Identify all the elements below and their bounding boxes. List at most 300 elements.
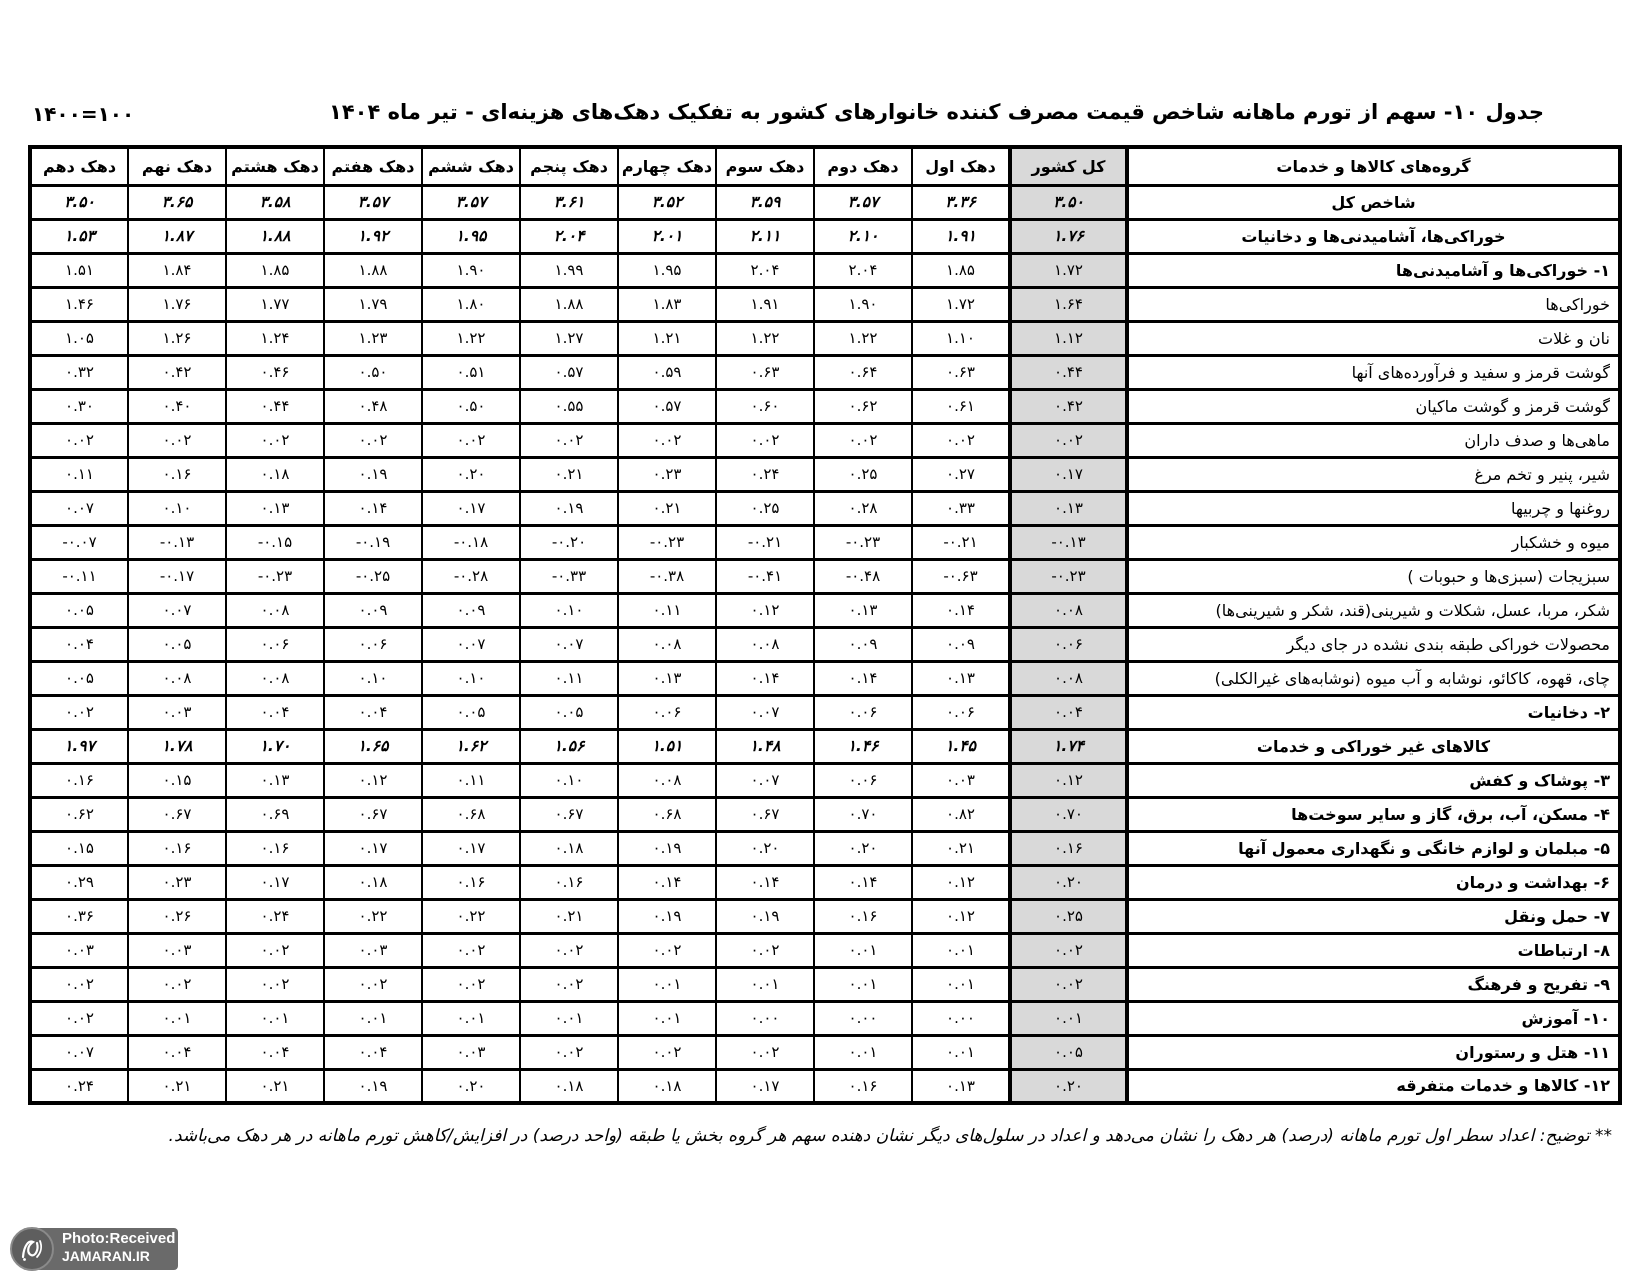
value-cell: ۰.۲۵ (716, 491, 814, 525)
table-row (30, 219, 1620, 253)
value-cell: ۱.۱۰ (912, 321, 1010, 355)
value-cell: ۰.۱۹ (618, 831, 716, 865)
value-cell: ۱.۹۱ (716, 287, 814, 321)
value-cell: ۰.۶۸ (618, 797, 716, 831)
value-cell: ۰.۰۲ (324, 967, 422, 1001)
value-cell: -۰.۱۹ (324, 525, 422, 559)
value-cell: ۰.۱۰ (520, 593, 618, 627)
value-cell: ۰.۰۲ (226, 423, 324, 457)
value-cell: ۰.۰۶ (226, 627, 324, 661)
value-cell: ۰.۰۴ (226, 1035, 324, 1069)
value-cell-country-total: ۳.۵۰ (1010, 185, 1127, 219)
value-cell: ۱.۹۹ (520, 253, 618, 287)
value-cell: ۰.۲۱ (618, 491, 716, 525)
col-header-decile-10: دهک دهم (30, 147, 128, 185)
table-row (30, 525, 1620, 559)
value-cell: ۰.۰۷ (128, 593, 226, 627)
value-cell: ۱.۸۴ (128, 253, 226, 287)
value-cell: ۰.۰۲ (618, 423, 716, 457)
value-cell: ۰.۶۷ (128, 797, 226, 831)
value-cell: -۰.۲۸ (422, 559, 520, 593)
category-cell: ۱۲- کالاها و خدمات متفرقه (1127, 1069, 1620, 1103)
value-cell: ۰.۰۶ (814, 695, 912, 729)
value-cell: ۱.۶۵ (324, 729, 422, 763)
value-cell: -۰.۳۸ (618, 559, 716, 593)
category-cell: شکر، مربا، عسل، شکلات و شیرینی(قند، شکر و شیرینی‌ها) (1127, 593, 1620, 627)
value-cell-country-total: ۰.۱۷ (1010, 457, 1127, 491)
value-cell: ۰.۱۸ (520, 1069, 618, 1103)
col-header-decile-8: دهک هشتم (226, 147, 324, 185)
col-header-country-total: کل کشور (1010, 147, 1127, 185)
value-cell: ۰.۱۲ (324, 763, 422, 797)
value-cell: ۲.۰۱ (618, 219, 716, 253)
value-cell: -۰.۲۳ (618, 525, 716, 559)
value-cell: ۲.۱۰ (814, 219, 912, 253)
col-header-decile-6: دهک ششم (422, 147, 520, 185)
value-cell: ۰.۰۷ (716, 695, 814, 729)
value-cell: ۰.۵۷ (520, 355, 618, 389)
value-cell: ۰.۲۳ (618, 457, 716, 491)
value-cell: ۳.۵۹ (716, 185, 814, 219)
value-cell: ۰.۰۱ (716, 967, 814, 1001)
value-cell: ۰.۰۱ (618, 967, 716, 1001)
value-cell-country-total: ۰.۱۳ (1010, 491, 1127, 525)
table-row (30, 321, 1620, 355)
value-cell: ۰.۲۰ (422, 1069, 520, 1103)
value-cell-country-total: ۰.۰۱ (1010, 1001, 1127, 1035)
value-cell: ۰.۰۰ (814, 1001, 912, 1035)
watermark-line2: JAMARAN.IR (62, 1248, 150, 1264)
value-cell: ۰.۶۸ (422, 797, 520, 831)
value-cell: ۳.۵۰ (30, 185, 128, 219)
category-cell: ماهی‌ها و صدف داران (1127, 423, 1620, 457)
table-header (30, 147, 1620, 185)
value-cell: ۰.۰۵ (422, 695, 520, 729)
col-header-decile-5: دهک پنجم (520, 147, 618, 185)
value-cell: -۰.۲۰ (520, 525, 618, 559)
value-cell: ۰.۲۶ (128, 899, 226, 933)
value-cell: ۱.۷۲ (912, 287, 1010, 321)
value-cell: ۱.۲۲ (422, 321, 520, 355)
value-cell: ۰.۰۲ (520, 967, 618, 1001)
value-cell: ۰.۱۷ (422, 491, 520, 525)
value-cell: ۰.۰۲ (814, 423, 912, 457)
value-cell: ۰.۰۱ (226, 1001, 324, 1035)
value-cell: ۰.۶۷ (716, 797, 814, 831)
value-cell-country-total: ۱.۷۲ (1010, 253, 1127, 287)
value-cell: ۰.۲۲ (324, 899, 422, 933)
value-cell: ۱.۸۷ (128, 219, 226, 253)
cpi-decile-table (28, 145, 1622, 1105)
value-cell: ۰.۰۱ (128, 1001, 226, 1035)
value-cell: ۰.۲۴ (30, 1069, 128, 1103)
value-cell: ۰.۰۲ (716, 423, 814, 457)
value-cell: ۰.۰۱ (814, 933, 912, 967)
value-cell: ۰.۰۲ (30, 423, 128, 457)
value-cell: ۰.۰۲ (520, 423, 618, 457)
value-cell: ۱.۲۶ (128, 321, 226, 355)
value-cell: ۰.۴۴ (226, 389, 324, 423)
category-cell: ۱۰- آموزش (1127, 1001, 1620, 1035)
value-cell: ۱.۸۳ (618, 287, 716, 321)
value-cell: ۰.۳۳ (912, 491, 1010, 525)
value-cell: ۰.۶۱ (912, 389, 1010, 423)
value-cell-country-total: ۰.۰۸ (1010, 661, 1127, 695)
value-cell: ۱.۲۱ (618, 321, 716, 355)
category-cell: ۱۱- هتل و رستوران (1127, 1035, 1620, 1069)
value-cell-country-total: -۰.۱۳ (1010, 525, 1127, 559)
value-cell-country-total: ۰.۰۶ (1010, 627, 1127, 661)
value-cell: ۱.۹۷ (30, 729, 128, 763)
value-cell: ۰.۰۳ (30, 933, 128, 967)
value-cell: -۰.۲۳ (226, 559, 324, 593)
category-cell: کالاهای غیر خوراکی و خدمات (1127, 729, 1620, 763)
category-cell: ۵- مبلمان و لوازم خانگی و نگهداری معمول آنها (1127, 831, 1620, 865)
value-cell: ۰.۱۶ (128, 457, 226, 491)
value-cell: ۰.۶۴ (814, 355, 912, 389)
value-cell: ۱.۴۶ (814, 729, 912, 763)
value-cell: ۰.۰۱ (422, 1001, 520, 1035)
category-cell: ۳- پوشاک و کفش (1127, 763, 1620, 797)
value-cell: ۰.۱۷ (716, 1069, 814, 1103)
jamaran-logo-icon (10, 1227, 54, 1271)
value-cell: ۰.۱۱ (618, 593, 716, 627)
value-cell: ۰.۰۸ (128, 661, 226, 695)
category-cell: خوراکی‌ها (1127, 287, 1620, 321)
value-cell: ۰.۲۴ (226, 899, 324, 933)
value-cell: ۰.۵۷ (618, 389, 716, 423)
col-header-groups: گروه‌های کالاها و خدمات (1127, 147, 1620, 185)
value-cell: ۰.۰۲ (716, 1035, 814, 1069)
value-cell: ۰.۰۳ (912, 763, 1010, 797)
value-cell: ۰.۰۲ (912, 423, 1010, 457)
value-cell: ۰.۱۹ (324, 1069, 422, 1103)
value-cell: ۰.۰۲ (422, 423, 520, 457)
value-cell: ۰.۱۲ (912, 899, 1010, 933)
category-cell: گوشت قرمز و گوشت ماکیان (1127, 389, 1620, 423)
col-header-decile-2: دهک دوم (814, 147, 912, 185)
col-header-decile-7: دهک هفتم (324, 147, 422, 185)
table-row (30, 457, 1620, 491)
value-cell: ۰.۶۷ (324, 797, 422, 831)
table-row (30, 763, 1620, 797)
value-cell: ۰.۱۹ (618, 899, 716, 933)
value-cell: ۰.۱۸ (324, 865, 422, 899)
value-cell: ۰.۵۰ (422, 389, 520, 423)
value-cell: ۰.۱۶ (422, 865, 520, 899)
value-cell: ۰.۰۲ (716, 933, 814, 967)
value-cell: ۰.۰۳ (128, 695, 226, 729)
value-cell: ۱.۸۵ (912, 253, 1010, 287)
value-cell: ۳.۶۱ (520, 185, 618, 219)
table-row (30, 729, 1620, 763)
value-cell: ۱.۸۵ (226, 253, 324, 287)
value-cell: ۰.۱۹ (324, 457, 422, 491)
value-cell: ۱.۷۹ (324, 287, 422, 321)
value-cell: ۱.۹۰ (814, 287, 912, 321)
category-cell: ۲- دخانیات (1127, 695, 1620, 729)
value-cell: ۰.۰۵ (128, 627, 226, 661)
col-header-decile-9: دهک نهم (128, 147, 226, 185)
value-cell-country-total: ۰.۷۰ (1010, 797, 1127, 831)
value-cell: ۱.۸۸ (324, 253, 422, 287)
value-cell: ۲.۰۴ (814, 253, 912, 287)
value-cell: ۱.۲۳ (324, 321, 422, 355)
value-cell: ۰.۲۰ (814, 831, 912, 865)
value-cell: ۰.۰۲ (520, 1035, 618, 1069)
table-row (30, 1069, 1620, 1103)
value-cell: ۰.۲۰ (422, 457, 520, 491)
value-cell-country-total: -۰.۲۳ (1010, 559, 1127, 593)
table-row (30, 627, 1620, 661)
value-cell: ۰.۰۶ (618, 695, 716, 729)
value-cell-country-total: ۰.۱۲ (1010, 763, 1127, 797)
value-cell: ۰.۱۳ (226, 763, 324, 797)
value-cell: ۱.۹۵ (618, 253, 716, 287)
value-cell-country-total: ۰.۲۵ (1010, 899, 1127, 933)
value-cell: ۰.۱۹ (716, 899, 814, 933)
value-cell: ۰.۰۱ (912, 1035, 1010, 1069)
value-cell-country-total: ۰.۰۴ (1010, 695, 1127, 729)
value-cell-country-total: ۱.۷۴ (1010, 729, 1127, 763)
value-cell: ۱.۵۱ (618, 729, 716, 763)
value-cell: -۰.۲۱ (912, 525, 1010, 559)
value-cell: ۰.۰۳ (422, 1035, 520, 1069)
category-cell: ۸- ارتباطات (1127, 933, 1620, 967)
category-cell: ۷- حمل ونقل (1127, 899, 1620, 933)
value-cell: ۰.۵۹ (618, 355, 716, 389)
value-cell: ۰.۰۱ (814, 1035, 912, 1069)
value-cell: ۰.۱۴ (814, 661, 912, 695)
value-cell: ۰.۱۸ (226, 457, 324, 491)
category-cell: ۴- مسکن، آب، برق، گاز و سایر سوخت‌ها (1127, 797, 1620, 831)
table-row (30, 797, 1620, 831)
value-cell: ۰.۰۳ (324, 933, 422, 967)
value-cell: ۰.۱۵ (30, 831, 128, 865)
table-row (30, 1035, 1620, 1069)
value-cell: ۰.۱۰ (324, 661, 422, 695)
value-cell-country-total: ۰.۰۲ (1010, 423, 1127, 457)
value-cell: ۰.۶۰ (716, 389, 814, 423)
value-cell: ۱.۵۶ (520, 729, 618, 763)
value-cell: ۰.۱۲ (716, 593, 814, 627)
value-cell: ۰.۰۴ (324, 695, 422, 729)
value-cell: ۰.۰۲ (128, 423, 226, 457)
value-cell: ۱.۲۲ (716, 321, 814, 355)
value-cell: ۰.۱۲ (912, 865, 1010, 899)
value-cell: ۰.۲۱ (520, 457, 618, 491)
value-cell: ۰.۱۰ (520, 763, 618, 797)
value-cell: ۰.۰۲ (30, 967, 128, 1001)
value-cell: ۱.۹۰ (422, 253, 520, 287)
value-cell: ۰.۰۷ (30, 1035, 128, 1069)
value-cell: ۰.۱۶ (520, 865, 618, 899)
value-cell: -۰.۱۵ (226, 525, 324, 559)
header-row (30, 147, 1620, 185)
value-cell: ۱.۷۷ (226, 287, 324, 321)
value-cell-country-total: ۰.۰۲ (1010, 933, 1127, 967)
value-cell: ۰.۰۹ (814, 627, 912, 661)
value-cell: ۰.۱۴ (618, 865, 716, 899)
value-cell: -۰.۴۱ (716, 559, 814, 593)
table-row (30, 593, 1620, 627)
table-row (30, 253, 1620, 287)
table-row (30, 661, 1620, 695)
value-cell: ۰.۱۴ (814, 865, 912, 899)
value-cell: ۰.۰۲ (30, 695, 128, 729)
value-cell: ۰.۰۴ (30, 627, 128, 661)
value-cell: ۱.۲۲ (814, 321, 912, 355)
value-cell: ۰.۰۹ (324, 593, 422, 627)
table-row (30, 389, 1620, 423)
value-cell-country-total: ۰.۰۵ (1010, 1035, 1127, 1069)
value-cell: ۰.۱۶ (814, 899, 912, 933)
value-cell: ۰.۰۶ (814, 763, 912, 797)
table-row (30, 491, 1620, 525)
value-cell: ۰.۰۷ (716, 763, 814, 797)
value-cell: ۰.۵۵ (520, 389, 618, 423)
value-cell-country-total: ۰.۴۴ (1010, 355, 1127, 389)
value-cell: ۰.۱۴ (716, 865, 814, 899)
table-row (30, 933, 1620, 967)
value-cell: ۰.۲۷ (912, 457, 1010, 491)
value-cell: ۰.۲۸ (814, 491, 912, 525)
value-cell: -۰.۲۱ (716, 525, 814, 559)
value-cell: ۰.۰۷ (30, 491, 128, 525)
value-cell: ۰.۱۰ (128, 491, 226, 525)
value-cell: ۰.۳۰ (30, 389, 128, 423)
value-cell-country-total: ۱.۱۲ (1010, 321, 1127, 355)
value-cell: ۱.۹۲ (324, 219, 422, 253)
value-cell: ۰.۰۱ (912, 967, 1010, 1001)
value-cell: -۰.۱۸ (422, 525, 520, 559)
value-cell: ۰.۱۶ (226, 831, 324, 865)
value-cell: ۱.۲۴ (226, 321, 324, 355)
value-cell: ۱.۹۵ (422, 219, 520, 253)
value-cell: ۰.۳۲ (30, 355, 128, 389)
value-cell: ۰.۸۲ (912, 797, 1010, 831)
value-cell: ۰.۲۳ (128, 865, 226, 899)
category-cell: نان و غلات (1127, 321, 1620, 355)
value-cell: -۰.۰۷ (30, 525, 128, 559)
category-cell: ۶- بهداشت و درمان (1127, 865, 1620, 899)
value-cell: ۰.۴۶ (226, 355, 324, 389)
value-cell: ۰.۰۱ (520, 1001, 618, 1035)
value-cell: ۰.۰۰ (716, 1001, 814, 1035)
value-cell: ۰.۰۸ (618, 763, 716, 797)
value-cell: ۱.۴۵ (912, 729, 1010, 763)
value-cell-country-total: ۰.۲۰ (1010, 865, 1127, 899)
col-header-decile-3: دهک سوم (716, 147, 814, 185)
value-cell: ۰.۰۲ (422, 933, 520, 967)
value-cell: ۰.۰۴ (324, 1035, 422, 1069)
value-cell: ۱.۸۸ (520, 287, 618, 321)
value-cell: -۰.۲۵ (324, 559, 422, 593)
value-cell: ۰.۱۷ (422, 831, 520, 865)
value-cell: ۰.۵۱ (422, 355, 520, 389)
value-cell: ۱.۸۸ (226, 219, 324, 253)
value-cell: ۰.۰۲ (226, 933, 324, 967)
table-row (30, 967, 1620, 1001)
value-cell: -۰.۳۳ (520, 559, 618, 593)
value-cell: ۱.۴۶ (30, 287, 128, 321)
table-row (30, 287, 1620, 321)
table-footnote: ** توضیح: اعداد سطر اول تورم ماهانه (درصد) هر دهک را نشان می‌دهد و اعداد در سلول‌های دیگر نشان دهنده سهم هر گروه بخش یا طبقه (واحد درصد) در افزایش/کاهش تورم ماهانه در هر دهک می‌باشد. (168, 1126, 1612, 1146)
value-cell: ۰.۰۲ (520, 933, 618, 967)
value-cell: ۰.۰۷ (422, 627, 520, 661)
value-cell: ۱.۲۷ (520, 321, 618, 355)
value-cell: ۱.۵۱ (30, 253, 128, 287)
title-bar (28, 100, 1622, 136)
value-cell: ۰.۶۳ (912, 355, 1010, 389)
value-cell: ۰.۰۸ (226, 661, 324, 695)
value-cell: ۰.۱۶ (814, 1069, 912, 1103)
value-cell: ۰.۰۸ (226, 593, 324, 627)
value-cell: ۳.۵۷ (814, 185, 912, 219)
value-cell: ۰.۱۴ (716, 661, 814, 695)
value-cell: ۰.۰۱ (324, 1001, 422, 1035)
value-cell: ۳.۵۷ (324, 185, 422, 219)
table-row (30, 185, 1620, 219)
value-cell: ۱.۴۸ (716, 729, 814, 763)
table-row (30, 355, 1620, 389)
category-cell: سبزیجات (سبزی‌ها و حبوبات ) (1127, 559, 1620, 593)
value-cell-country-total: ۰.۱۶ (1010, 831, 1127, 865)
table-row (30, 695, 1620, 729)
value-cell: ۰.۰۱ (912, 933, 1010, 967)
value-cell: ۰.۰۰ (912, 1001, 1010, 1035)
value-cell: ۰.۲۱ (912, 831, 1010, 865)
value-cell: ۰.۱۷ (226, 865, 324, 899)
value-cell: ۲.۱۱ (716, 219, 814, 253)
value-cell: ۰.۱۳ (618, 661, 716, 695)
value-cell: ۰.۰۵ (520, 695, 618, 729)
value-cell: ۰.۰۲ (30, 1001, 128, 1035)
value-cell: -۰.۶۳ (912, 559, 1010, 593)
value-cell: ۰.۱۷ (324, 831, 422, 865)
value-cell: ۱.۹۱ (912, 219, 1010, 253)
value-cell: ۳.۵۷ (422, 185, 520, 219)
value-cell: ۳.۶۵ (128, 185, 226, 219)
value-cell: ۳.۵۲ (618, 185, 716, 219)
category-cell: خوراکی‌ها، آشامیدنی‌ها و دخانیات (1127, 219, 1620, 253)
value-cell: ۰.۶۷ (520, 797, 618, 831)
value-cell: ۰.۲۱ (520, 899, 618, 933)
value-cell: ۰.۰۲ (226, 967, 324, 1001)
value-cell: ۰.۱۶ (30, 763, 128, 797)
value-cell: ۰.۲۵ (814, 457, 912, 491)
value-cell: ۱.۶۲ (422, 729, 520, 763)
value-cell: ۱.۷۸ (128, 729, 226, 763)
value-cell: ۲.۰۴ (716, 253, 814, 287)
category-cell: روغنها و چربیها (1127, 491, 1620, 525)
value-cell: ۰.۲۱ (226, 1069, 324, 1103)
value-cell: ۰.۱۱ (520, 661, 618, 695)
value-cell: ۰.۰۲ (128, 967, 226, 1001)
value-cell: ۰.۰۴ (226, 695, 324, 729)
value-cell: ۰.۶۲ (814, 389, 912, 423)
value-cell: ۰.۰۲ (324, 423, 422, 457)
page-title: جدول ۱۰- سهم از تورم ماهانه شاخص قیمت مصرف کننده خانوارهای کشور به تفکیک دهک‌های هزینه‌ای - تیر ماه ۱۴۰۴ (329, 100, 1544, 124)
category-cell: شیر، پنیر و تخم مرغ (1127, 457, 1620, 491)
value-cell: ۰.۱۵ (128, 763, 226, 797)
value-cell: ۰.۰۶ (324, 627, 422, 661)
value-cell-country-total: ۰.۰۲ (1010, 967, 1127, 1001)
value-cell: ۰.۱۳ (912, 661, 1010, 695)
value-cell: ۰.۱۳ (226, 491, 324, 525)
value-cell: -۰.۱۷ (128, 559, 226, 593)
value-cell: ۰.۱۸ (618, 1069, 716, 1103)
